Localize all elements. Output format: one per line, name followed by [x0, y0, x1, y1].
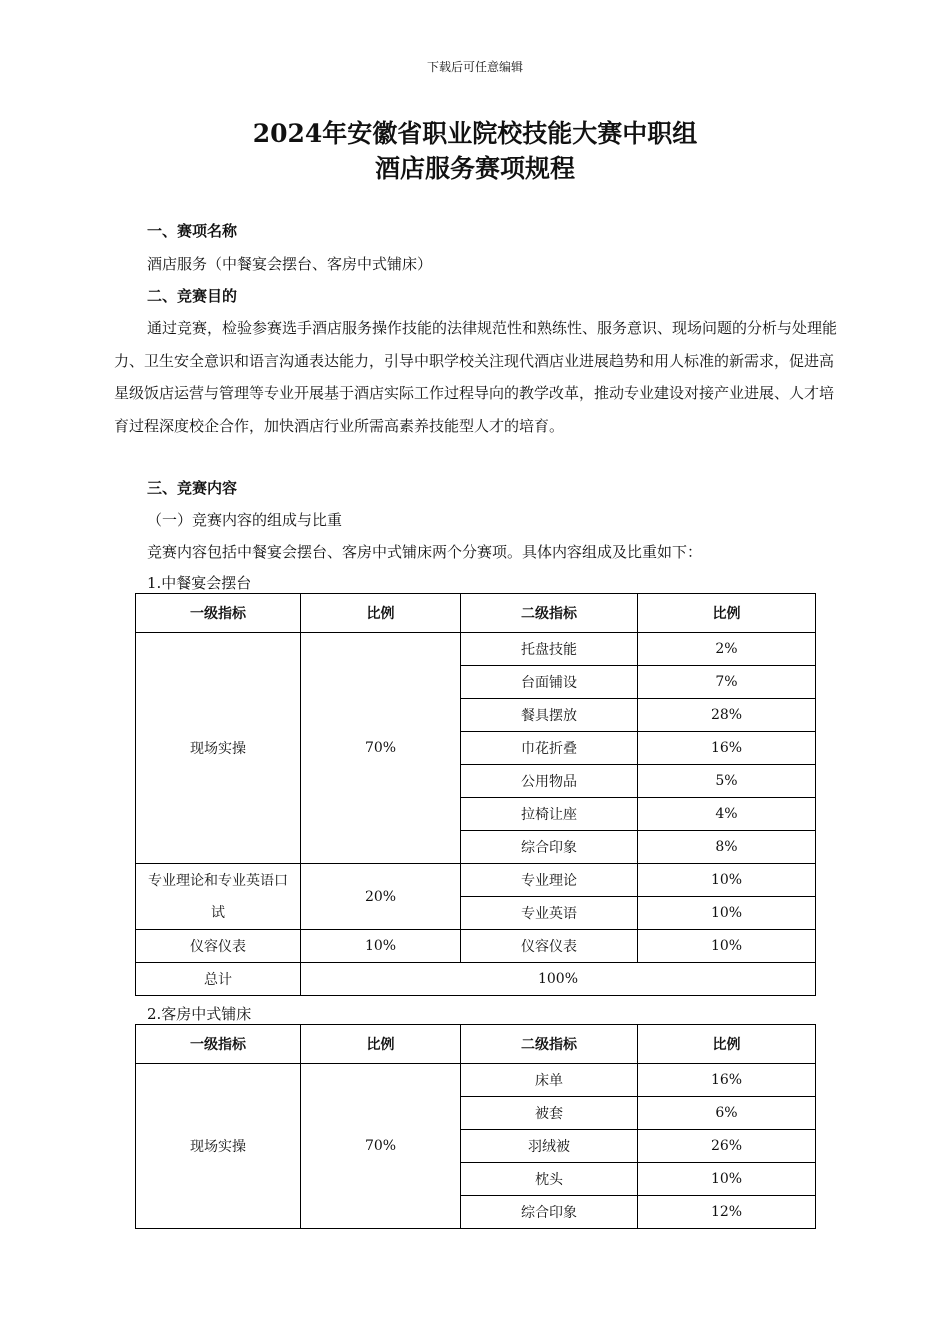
table1-group2-ratio: 20% [301, 864, 461, 930]
table-cell: 12% [638, 1196, 816, 1229]
document-title-line1: 2024年安徽省职业院校技能大赛中职组 [252, 119, 698, 148]
table-cell: 巾花折叠 [461, 732, 638, 765]
section2-heading: 二、竞赛目的 [147, 287, 238, 305]
table1-total-value: 100% [301, 963, 816, 996]
section3-subheading: （一）竞赛内容的组成与比重 [147, 511, 343, 529]
section2-text: 通过竞赛，检验参赛选手酒店服务操作技能的法律规范性和熟练性、服务意识、现场问题的分析与处理能力、卫生安全意识和语言沟通表达能力，引导中职学校关注现代酒店业进展趋势和用人标准的新需求，促进高星级饭店运营与管理等专业开展基于酒店实际工作过程导向的教学改革，推动专业建设对接产业进展、人才培育过程深度校企合作，加快酒店行业所需高素养技能型人才的培育。 [114, 319, 838, 435]
table-cell: 2% [638, 633, 816, 666]
table-cell: 10% [638, 864, 816, 897]
table1-header-ratio2: 比例 [638, 594, 816, 633]
table-cell: 枕头 [461, 1163, 638, 1196]
table-cell: 专业理论 [461, 864, 638, 897]
table-cell: 10% [638, 930, 816, 963]
table-cell: 16% [638, 1064, 816, 1097]
section1-heading: 一、赛项名称 [147, 222, 238, 240]
table-cell: 餐具摆放 [461, 699, 638, 732]
table1-group3-name: 仪容仪表 [136, 930, 301, 963]
table-cell: 综合印象 [461, 1196, 638, 1229]
table1-total-label: 总计 [136, 963, 301, 996]
table-cell: 28% [638, 699, 816, 732]
section3-heading: 三、竞赛内容 [147, 479, 238, 497]
document-title-line2: 酒店服务赛项规程 [374, 154, 575, 183]
table1-header-level2: 二级指标 [461, 594, 638, 633]
table2-header-ratio1: 比例 [301, 1025, 461, 1064]
download-note: 下载后可任意编辑 [426, 60, 523, 74]
section1-text: 酒店服务（中餐宴会摆台、客房中式铺床） [147, 255, 433, 273]
table1-header-level1: 一级指标 [136, 594, 301, 633]
table-cell: 7% [638, 666, 816, 699]
table1-caption: 1.中餐宴会摆台 [147, 574, 252, 592]
table-cell: 10% [638, 897, 816, 930]
table-cell: 10% [638, 1163, 816, 1196]
table-cell: 公用物品 [461, 765, 638, 798]
section2-paragraph [114, 312, 844, 442]
table-bed-making [135, 1024, 816, 1229]
table-cell: 6% [638, 1097, 816, 1130]
table-cell: 托盘技能 [461, 633, 638, 666]
table2-header-ratio2: 比例 [638, 1025, 816, 1064]
table-cell: 8% [638, 831, 816, 864]
table-banquet-setup [135, 593, 816, 996]
table2-group1-ratio: 70% [301, 1064, 461, 1229]
section3-text: 竞赛内容包括中餐宴会摆台、客房中式铺床两个分赛项。具体内容组成及比重如下： [147, 543, 703, 561]
table1-group1-ratio: 70% [301, 633, 461, 864]
table1-group1-name: 现场实操 [136, 633, 301, 864]
table1-group3-ratio: 10% [301, 930, 461, 963]
table-cell: 床单 [461, 1064, 638, 1097]
table-cell: 5% [638, 765, 816, 798]
table-cell: 26% [638, 1130, 816, 1163]
table-cell: 被套 [461, 1097, 638, 1130]
table2-header-level2: 二级指标 [461, 1025, 638, 1064]
table2-group1-name: 现场实操 [136, 1064, 301, 1229]
table1-group2-name: 专业理论和专业英语口试 [136, 864, 301, 930]
table-cell: 专业英语 [461, 897, 638, 930]
table-cell: 羽绒被 [461, 1130, 638, 1163]
table-cell: 4% [638, 798, 816, 831]
table-cell: 台面铺设 [461, 666, 638, 699]
table2-header-level1: 一级指标 [136, 1025, 301, 1064]
table-cell: 仪容仪表 [461, 930, 638, 963]
table2-caption: 2.客房中式铺床 [147, 1005, 252, 1023]
table-cell: 拉椅让座 [461, 798, 638, 831]
table-cell: 综合印象 [461, 831, 638, 864]
table-cell: 16% [638, 732, 816, 765]
table1-header-ratio1: 比例 [301, 594, 461, 633]
